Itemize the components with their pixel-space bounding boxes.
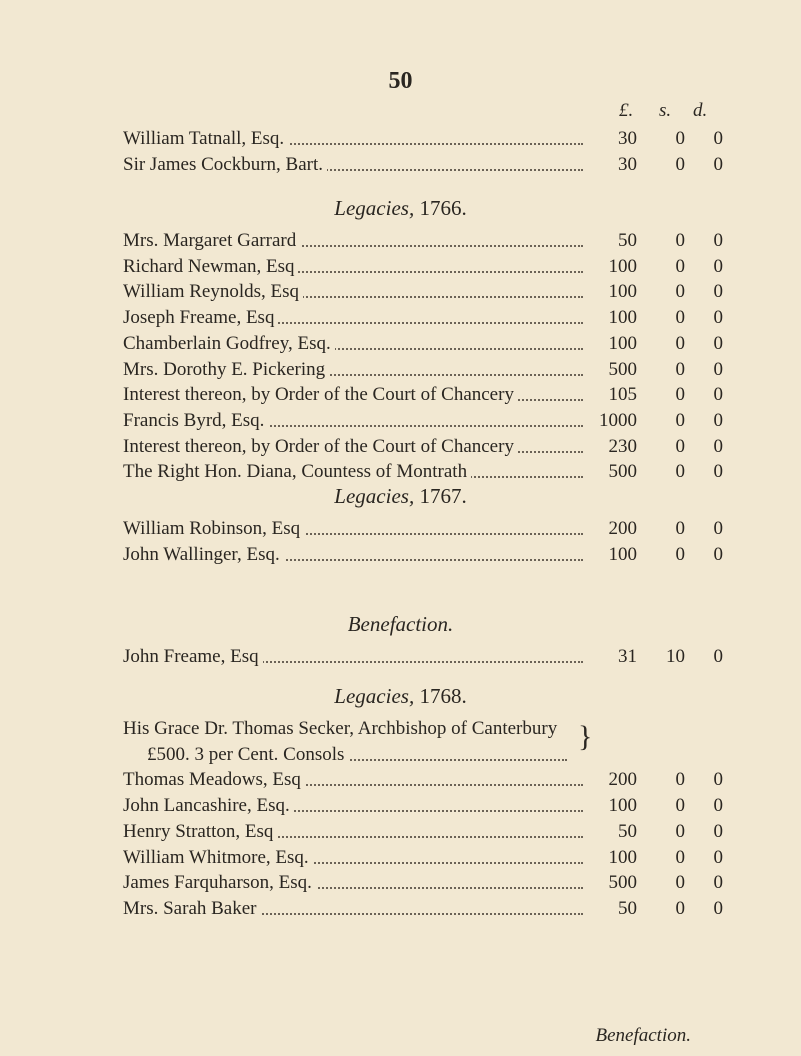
entry-pence: 0 <box>713 435 723 457</box>
ledger-entry <box>123 821 723 845</box>
entry-pence: 0 <box>713 153 723 175</box>
entry-pounds: 100 <box>608 332 637 354</box>
entry-name: Richard Newman, Esq <box>123 256 298 277</box>
ledger-entry <box>123 410 723 434</box>
page-number: 50 <box>388 68 413 94</box>
entry-shillings: 0 <box>675 795 685 817</box>
section-heading <box>0 684 801 709</box>
entry-shillings: 10 <box>666 646 685 667</box>
entry-name: Mrs. Sarah Baker <box>123 898 261 919</box>
entry-shillings: 0 <box>675 307 685 329</box>
ledger-entry <box>123 307 723 331</box>
section-title: Benefaction. <box>347 612 454 636</box>
entry-name: William Robinson, Esq <box>123 518 304 539</box>
entry-pence: 0 <box>713 461 723 483</box>
entry-pence: 0 <box>713 255 723 277</box>
entry-name: John Wallinger, Esq. <box>123 544 284 565</box>
entry-name-cell <box>123 646 583 668</box>
entry-name-cell <box>123 359 583 381</box>
entry-name-cell <box>123 769 583 791</box>
entry-name: Chamberlain Godfrey, Esq. <box>123 333 335 354</box>
entry-name: John Lancashire, Esq. <box>123 795 294 816</box>
entry-name-cell <box>123 410 583 432</box>
entry-name-cell <box>123 821 583 843</box>
section-heading <box>0 612 801 637</box>
entry-name: The Right Hon. Diana, Countess of Montrath <box>123 461 471 482</box>
entry-shillings: 0 <box>675 872 685 894</box>
entry-name-cell <box>123 128 583 150</box>
entry-pounds: 50 <box>618 820 637 842</box>
entry-pounds: 50 <box>618 897 637 919</box>
section-heading <box>0 196 801 221</box>
entry-shillings: 0 <box>675 384 685 406</box>
entry-pounds: 500 <box>608 872 637 894</box>
entry-shillings: 0 <box>675 461 685 483</box>
column-headers <box>0 100 801 124</box>
entry-pence: 0 <box>713 281 723 303</box>
entry-pounds: 30 <box>618 128 637 149</box>
ledger-entry <box>123 436 723 460</box>
entry-name: Henry Stratton, Esq <box>123 821 277 842</box>
entry-name-cell <box>123 281 583 303</box>
entry-pence: 0 <box>713 332 723 354</box>
entry-name-cell <box>123 847 583 869</box>
ledger-entry <box>123 359 723 383</box>
section-year: 1766. <box>414 196 467 220</box>
entry-shillings: 0 <box>675 435 685 457</box>
entry-pence: 0 <box>713 846 723 868</box>
pence-header: d. <box>693 100 708 121</box>
entry-name-cell <box>123 256 583 278</box>
entry-pence: 0 <box>713 646 723 667</box>
entry-pounds: 500 <box>608 358 637 380</box>
entry-name-cell <box>123 872 583 894</box>
entry-shillings: 0 <box>675 332 685 354</box>
entry-pence: 0 <box>713 872 723 894</box>
entry-shillings: 0 <box>675 769 685 791</box>
entry-shillings: 0 <box>675 409 685 431</box>
shillings-header: s. <box>659 100 672 121</box>
entry-name-cell <box>123 795 583 817</box>
entry-pounds: 100 <box>608 307 637 329</box>
entry-pence: 0 <box>713 769 723 791</box>
entry-pence: 0 <box>713 128 723 149</box>
entry-pence: 0 <box>713 409 723 431</box>
entry-name: Interest thereon, by Order of the Court of Chancery <box>123 436 518 457</box>
entry-name: John Freame, Esq <box>123 646 263 667</box>
ledger-entry <box>123 544 723 568</box>
entry-name: William Whitmore, Esq. <box>123 847 313 868</box>
entry-pounds: 50 <box>618 230 637 251</box>
ledger-entry <box>123 847 723 871</box>
bequest-text: £500. 3 per Cent. Consols <box>147 744 348 765</box>
entry-name: Joseph Freame, Esq <box>123 307 278 328</box>
section-title: Legacies, <box>334 196 415 220</box>
entry-name-cell <box>123 154 583 176</box>
entry-pence: 0 <box>713 518 723 539</box>
entry-pounds: 30 <box>618 153 637 175</box>
entry-pounds: 100 <box>608 846 637 868</box>
entry-pence: 0 <box>713 230 723 251</box>
brace-mark: } <box>578 719 593 753</box>
ledger-entry <box>123 256 723 280</box>
entry-name: Francis Byrd, Esq. <box>123 410 268 431</box>
bequest-line-2 <box>147 744 567 768</box>
entry-name: Interest thereon, by Order of the Court of Chancery <box>123 384 518 405</box>
entry-pence: 0 <box>713 820 723 842</box>
ledger-entry <box>123 646 723 670</box>
pounds-header: £. <box>619 100 634 121</box>
ledger-entry <box>123 128 723 152</box>
entry-pounds: 100 <box>608 543 637 565</box>
entry-shillings: 0 <box>675 230 685 251</box>
entry-shillings: 0 <box>675 153 685 175</box>
entry-pence: 0 <box>713 897 723 919</box>
entry-name-cell <box>123 230 583 252</box>
ledger-entry <box>123 795 723 819</box>
entry-name-cell <box>123 461 583 483</box>
entry-name: Sir James Cockburn, Bart. <box>123 154 327 175</box>
entry-shillings: 0 <box>675 820 685 842</box>
entry-pounds: 100 <box>608 255 637 277</box>
entry-pounds: 105 <box>608 384 637 406</box>
ledger-entry <box>123 333 723 357</box>
ledger-entry <box>123 154 723 178</box>
entry-pence: 0 <box>713 384 723 406</box>
entry-pounds: 100 <box>608 795 637 817</box>
ledger-entry <box>123 461 723 485</box>
entry-name-cell <box>123 307 583 329</box>
entry-name: Mrs. Dorothy E. Pickering <box>123 359 329 380</box>
entry-shillings: 0 <box>675 846 685 868</box>
section-title: Legacies, <box>334 684 415 708</box>
entry-shillings: 0 <box>675 897 685 919</box>
entry-name-cell <box>123 544 583 566</box>
entry-shillings: 0 <box>675 358 685 380</box>
entry-pence: 0 <box>713 795 723 817</box>
ledger-entry <box>123 518 723 542</box>
section-heading <box>0 484 801 509</box>
entry-pounds: 31 <box>618 646 637 667</box>
entry-pounds: 100 <box>608 281 637 303</box>
section-year: 1767. <box>414 484 467 508</box>
entry-pounds: 200 <box>608 518 637 539</box>
entry-shillings: 0 <box>675 281 685 303</box>
entry-name: Thomas Meadows, Esq <box>123 769 305 790</box>
entry-pounds: 500 <box>608 461 637 483</box>
ledger-entry <box>123 384 723 408</box>
entry-pence: 0 <box>713 307 723 329</box>
entry-shillings: 0 <box>675 255 685 277</box>
ledger-entry <box>123 230 723 254</box>
entry-pence: 0 <box>713 543 723 565</box>
section-title: Legacies, <box>334 484 415 508</box>
entry-name-cell <box>123 333 583 355</box>
entry-name-cell <box>123 518 583 540</box>
entry-name: William Tatnall, Esq. <box>123 128 288 149</box>
ledger-entry <box>123 898 723 922</box>
entry-name: James Farquharson, Esq. <box>123 872 316 893</box>
entry-shillings: 0 <box>675 543 685 565</box>
ledger-entry <box>123 872 723 896</box>
entry-pounds: 230 <box>608 435 637 457</box>
bequest-line-1: His Grace Dr. Thomas Secker, Archbishop of Canterbury <box>123 718 558 739</box>
ledger-entry <box>123 281 723 305</box>
ledger-entry <box>123 769 723 793</box>
entry-pounds: 200 <box>608 769 637 791</box>
section-year: 1768. <box>414 684 467 708</box>
catchword: Benefaction. <box>595 1025 691 1046</box>
entry-name: Mrs. Margaret Garrard <box>123 230 300 251</box>
entry-name: William Reynolds, Esq <box>123 281 303 302</box>
entry-shillings: 0 <box>675 518 685 539</box>
entry-name-cell <box>123 384 583 406</box>
entry-shillings: 0 <box>675 128 685 149</box>
entry-pence: 0 <box>713 358 723 380</box>
entry-pounds: 1000 <box>599 409 637 431</box>
entry-name-cell <box>123 436 583 458</box>
entry-name-cell <box>123 898 583 920</box>
